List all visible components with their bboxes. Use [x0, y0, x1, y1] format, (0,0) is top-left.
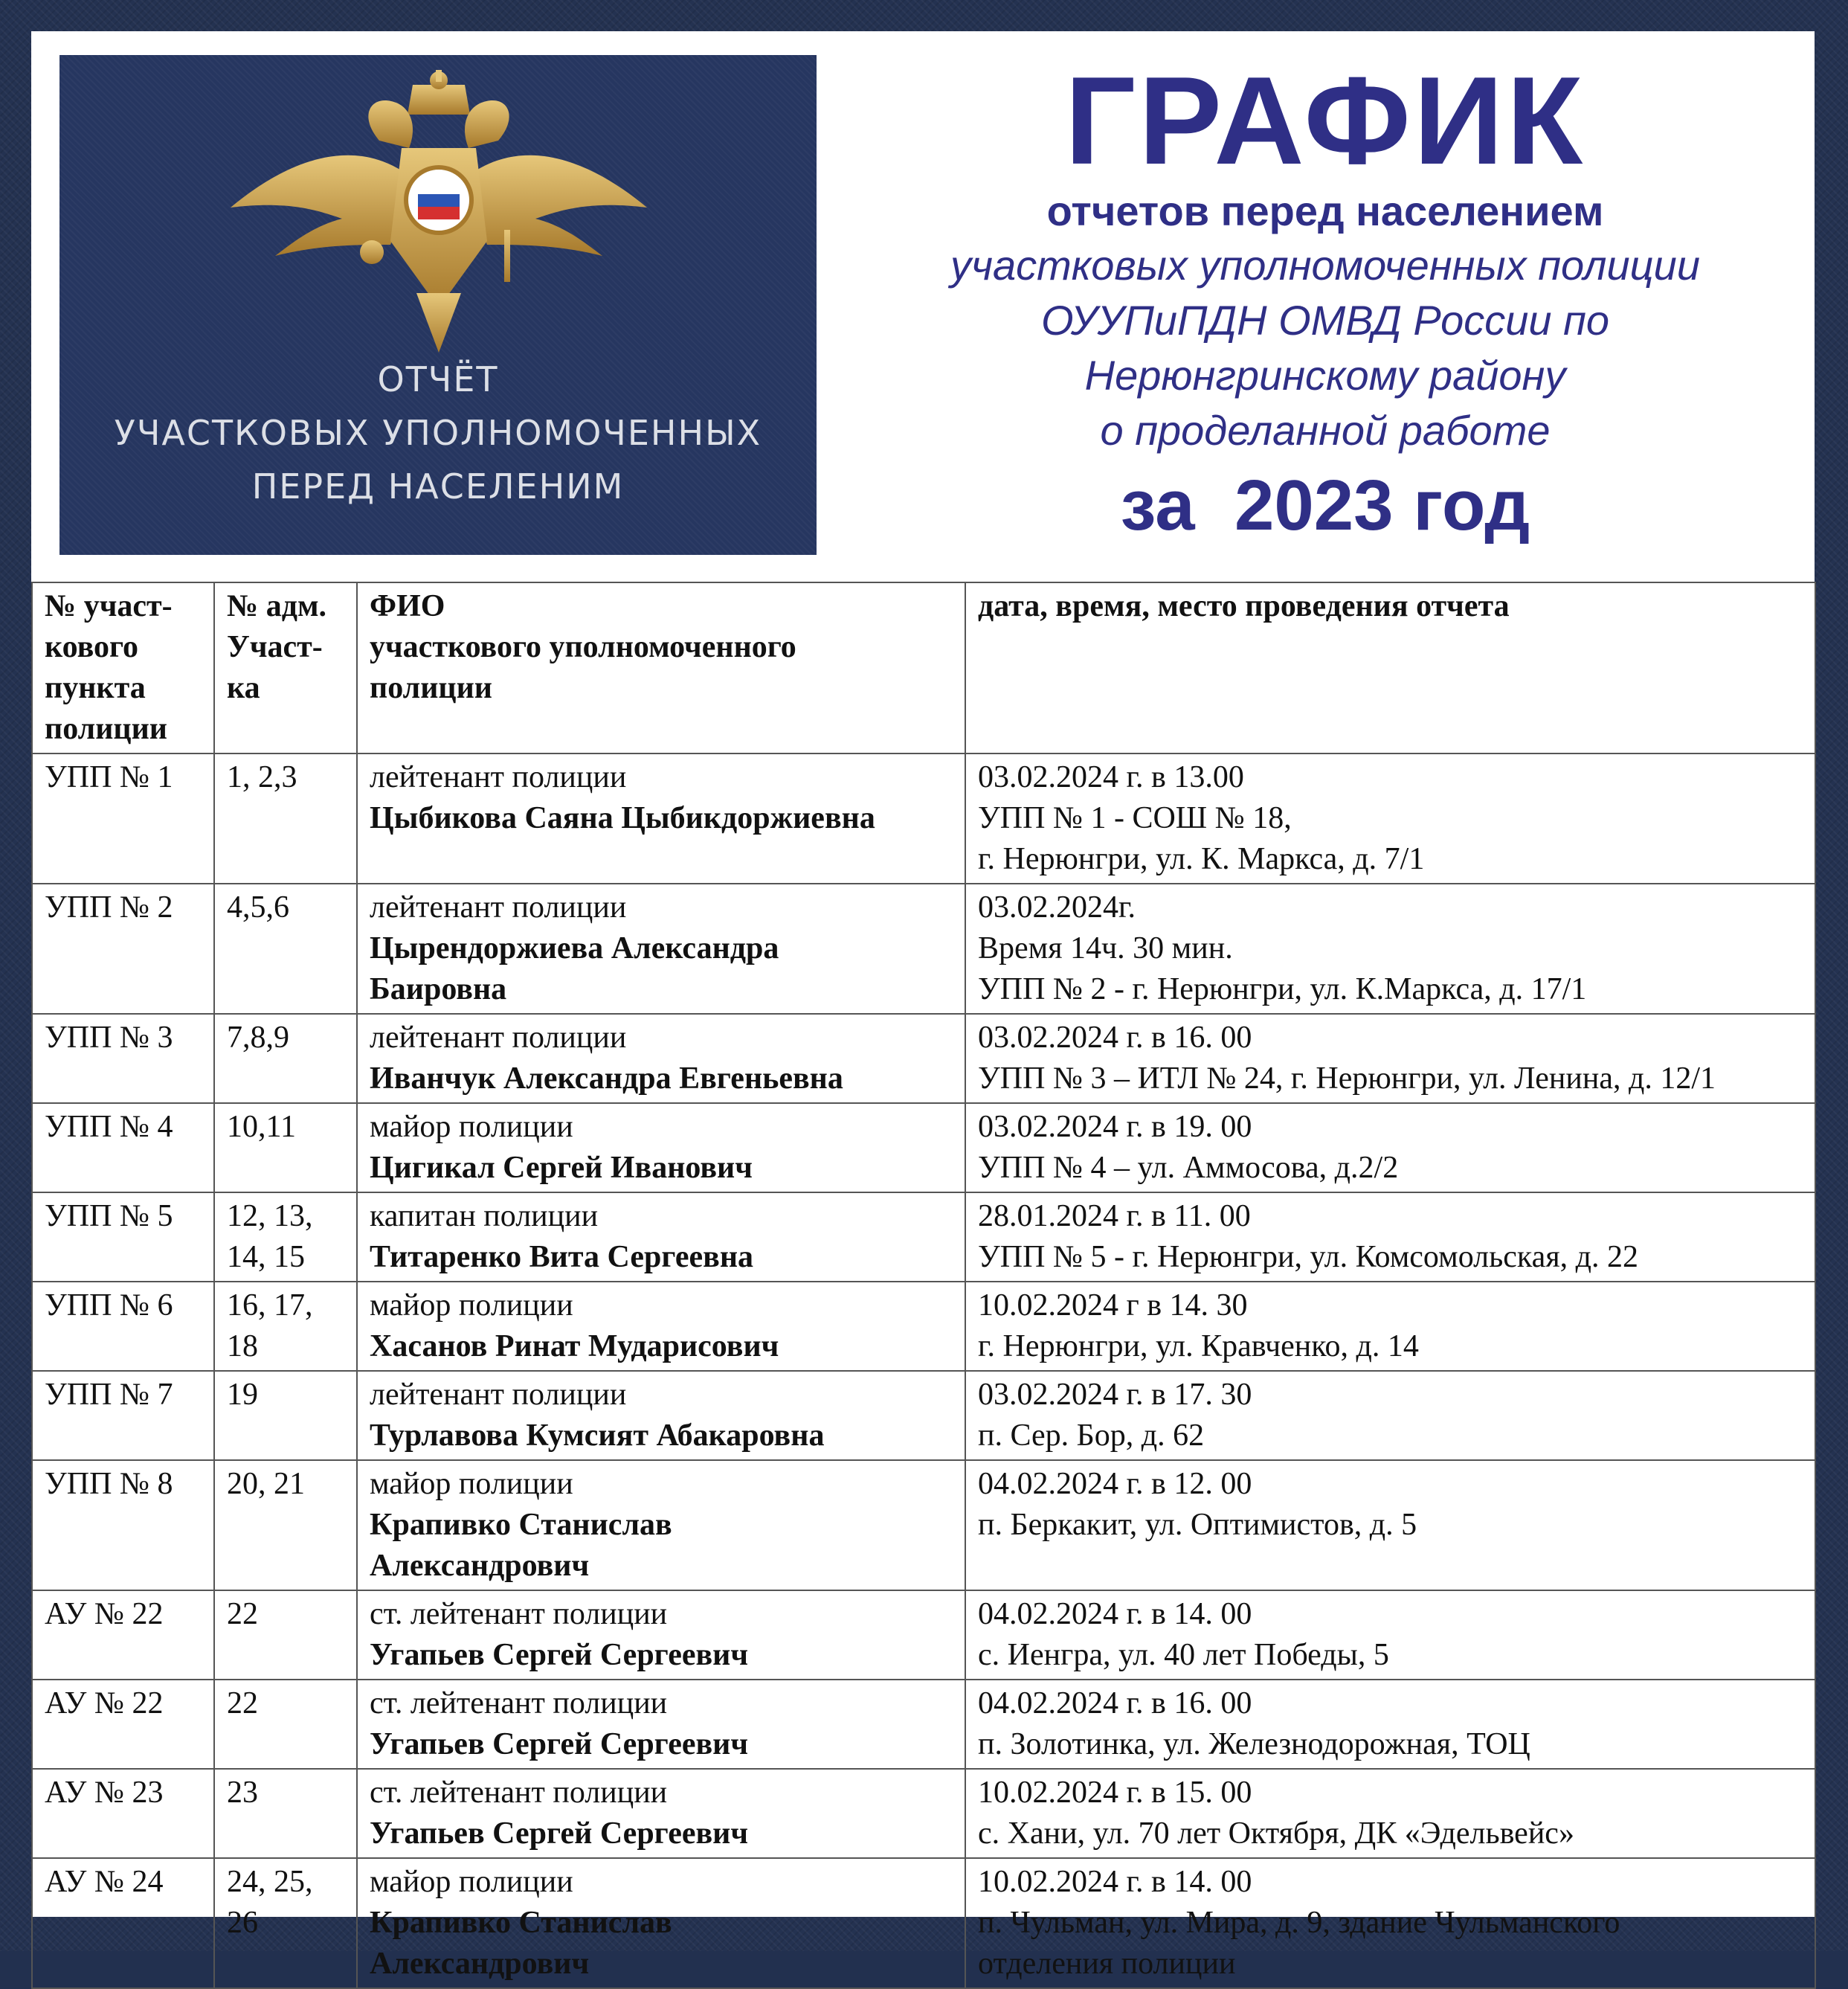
- cell-officer: [357, 1858, 965, 1988]
- officer-name: Угапьев Сергей Сергеевич: [370, 1727, 749, 1761]
- header-line: участкового уполномоченного: [370, 630, 796, 664]
- date-place-line: 04.02.2024 г. в 12. 00: [978, 1467, 1252, 1501]
- date-place-line: 03.02.2024 г. в 13.00: [978, 760, 1244, 794]
- header-line: полиции: [45, 712, 168, 746]
- date-place-line: п. Беркакит, ул. Оптимистов, д. 5: [978, 1508, 1417, 1542]
- table-row: [32, 1680, 1815, 1769]
- adm-line: 7,8,9: [227, 1021, 289, 1055]
- cell-officer: [357, 1769, 965, 1858]
- adm-line: 18: [227, 1329, 258, 1363]
- cell-officer: [357, 1014, 965, 1103]
- cell-adm: [214, 753, 357, 884]
- cell-date-place: [965, 1371, 1815, 1460]
- cell-officer: [357, 753, 965, 884]
- cell-upp: УПП № 7: [32, 1371, 214, 1460]
- header-upp: [32, 582, 214, 753]
- officer-name: Цыбикова Саяна Цыбикдоржиевна: [370, 801, 875, 835]
- table-row: [32, 884, 1815, 1014]
- table-row: [32, 1769, 1815, 1858]
- officer-rank: лейтенант полиции: [370, 890, 627, 925]
- cell-upp: АУ № 22: [32, 1680, 214, 1769]
- officer-name: Турлавова Кумсият Абакаровна: [370, 1418, 825, 1453]
- cell-date-place: [965, 753, 1815, 884]
- date-place-line: п. Сер. Бор, д. 62: [978, 1418, 1205, 1453]
- officer-name: Крапивко Станислав: [370, 1508, 672, 1542]
- officer-name: Александрович: [370, 1947, 590, 1981]
- date-place-line: с. Хани, ул. 70 лет Октября, ДК «Эдельвейс»: [978, 1816, 1574, 1851]
- officer-rank: майор полиции: [370, 1110, 573, 1144]
- date-place-line: г. Нерюнгри, ул. Кравченко, д. 14: [978, 1329, 1419, 1363]
- cell-upp: АУ № 22: [32, 1590, 214, 1680]
- adm-line: 19: [227, 1378, 258, 1412]
- date-place-line: УПП № 3 – ИТЛ № 24, г. Нерюнгри, ул. Ленина, д. 12/1: [978, 1061, 1716, 1096]
- banner-line: УЧАСТКОВЫХ УПОЛНОМОЧЕННЫХ: [114, 413, 762, 453]
- cell-upp: УПП № 6: [32, 1282, 214, 1371]
- officer-rank: ст. лейтенант полиции: [370, 1686, 668, 1720]
- header-line: кового: [45, 630, 139, 664]
- cell-date-place: [965, 1014, 1815, 1103]
- date-place-line: Время 14ч. 30 мин.: [978, 931, 1233, 965]
- schedule-heading: [842, 51, 1809, 550]
- officer-rank: майор полиции: [370, 1288, 573, 1323]
- heading-year: за 2023 год: [1120, 466, 1530, 545]
- date-place-line: УПП № 2 - г. Нерюнгри, ул. К.Маркса, д. 17/1: [978, 972, 1587, 1006]
- adm-line: 1, 2,3: [227, 760, 297, 794]
- officer-name: Хасанов Ринат Мударисович: [370, 1329, 779, 1363]
- header-fio: [357, 582, 965, 753]
- officer-name: Угапьев Сергей Сергеевич: [370, 1816, 749, 1851]
- heading-subtitle: отчетов перед населением: [1046, 187, 1604, 234]
- cell-upp: УПП № 1: [32, 753, 214, 884]
- adm-line: 20, 21: [227, 1467, 305, 1501]
- cell-adm: [214, 1590, 357, 1680]
- cell-officer: [357, 1103, 965, 1192]
- adm-line: 22: [227, 1686, 258, 1720]
- officer-rank: майор полиции: [370, 1865, 573, 1899]
- header-info: [965, 582, 1815, 753]
- cell-date-place: [965, 1680, 1815, 1769]
- officer-name: Александрович: [370, 1549, 590, 1583]
- adm-line: 23: [227, 1776, 258, 1810]
- cell-upp: УПП № 5: [32, 1192, 214, 1282]
- cell-upp: УПП № 8: [32, 1460, 214, 1590]
- cell-date-place: [965, 1282, 1815, 1371]
- heading-line: Нерюнгринскому району: [1084, 352, 1566, 399]
- date-place-line: 03.02.2024г.: [978, 890, 1136, 925]
- cell-upp: УПП № 2: [32, 884, 214, 1014]
- cell-upp: АУ № 23: [32, 1769, 214, 1858]
- officer-rank: ст. лейтенант полиции: [370, 1597, 668, 1631]
- adm-line: 16, 17,: [227, 1288, 313, 1323]
- officer-name: Цырендоржиева Александра: [370, 931, 779, 965]
- date-place-line: УПП № 4 – ул. Аммосова, д.2/2: [978, 1151, 1399, 1185]
- table-row: [32, 1460, 1815, 1590]
- heading-line: участковых уполномоченных полиции: [950, 242, 1700, 289]
- table-row: [32, 1282, 1815, 1371]
- banner-caption: [59, 353, 817, 513]
- date-place-line: 10.02.2024 г. в 15. 00: [978, 1776, 1252, 1810]
- cell-adm: [214, 1103, 357, 1192]
- officer-name: Цигикал Сергей Иванович: [370, 1151, 753, 1185]
- header-adm: [214, 582, 357, 753]
- table-row: [32, 1371, 1815, 1460]
- header-line: № адм.: [227, 589, 327, 623]
- date-place-line: УПП № 1 - СОШ № 18,: [978, 801, 1292, 835]
- cell-adm: [214, 1014, 357, 1103]
- document-sheet: [31, 31, 1815, 1981]
- officer-name: Баировна: [370, 972, 507, 1006]
- cell-date-place: [965, 1460, 1815, 1590]
- cell-adm: [214, 884, 357, 1014]
- banner-line: ОТЧЁТ: [377, 359, 499, 399]
- table-row: [32, 1590, 1815, 1680]
- date-place-line: 03.02.2024 г. в 17. 30: [978, 1378, 1252, 1412]
- cell-officer: [357, 1192, 965, 1282]
- date-place-line: 10.02.2024 г в 14. 30: [978, 1288, 1248, 1323]
- table-body: [32, 753, 1815, 1988]
- cell-date-place: [965, 884, 1815, 1014]
- date-place-line: 04.02.2024 г. в 14. 00: [978, 1597, 1252, 1631]
- table-row: [32, 1192, 1815, 1282]
- schedule-table: [31, 582, 1816, 1989]
- heading-title: ГРАФИК: [1064, 51, 1586, 190]
- report-banner: [59, 55, 817, 555]
- officer-rank: лейтенант полиции: [370, 1378, 627, 1412]
- adm-line: 4,5,6: [227, 890, 289, 925]
- table-row: [32, 753, 1815, 884]
- header-line: Участ-: [227, 630, 323, 664]
- cell-upp: УПП № 4: [32, 1103, 214, 1192]
- cell-date-place: [965, 1192, 1815, 1282]
- cell-officer: [357, 884, 965, 1014]
- date-place-line: 04.02.2024 г. в 16. 00: [978, 1686, 1252, 1720]
- date-place-line: отделения полиции: [978, 1947, 1236, 1981]
- adm-line: 26: [227, 1906, 258, 1940]
- adm-line: 24, 25,: [227, 1865, 313, 1899]
- header-line: ка: [227, 671, 260, 705]
- date-place-line: 28.01.2024 г. в 11. 00: [978, 1199, 1251, 1233]
- cell-adm: [214, 1282, 357, 1371]
- header-line: № участ-: [45, 589, 173, 623]
- table-row: [32, 1014, 1815, 1103]
- cell-date-place: [965, 1769, 1815, 1858]
- adm-line: 22: [227, 1597, 258, 1631]
- double-headed-eagle-emblem-icon: [231, 70, 647, 353]
- adm-line: 12, 13,: [227, 1199, 313, 1233]
- officer-name: Угапьев Сергей Сергеевич: [370, 1638, 749, 1672]
- date-place-line: г. Нерюнгри, ул. К. Маркса, д. 7/1: [978, 842, 1425, 876]
- officer-rank: ст. лейтенант полиции: [370, 1776, 668, 1810]
- cell-upp: УПП № 3: [32, 1014, 214, 1103]
- table-row: [32, 1103, 1815, 1192]
- heading-line: ОУУПиПДН ОМВД России по: [1040, 297, 1610, 344]
- cell-adm: [214, 1371, 357, 1460]
- header-line: пункта: [45, 671, 146, 705]
- date-place-line: 03.02.2024 г. в 19. 00: [978, 1110, 1252, 1144]
- cell-date-place: [965, 1590, 1815, 1680]
- officer-rank: майор полиции: [370, 1467, 573, 1501]
- cell-adm: [214, 1192, 357, 1282]
- banner-line: ПЕРЕД НАСЕЛЕНИМ: [251, 466, 625, 507]
- cell-adm: [214, 1460, 357, 1590]
- heading-line: о проделанной работе: [1100, 407, 1551, 454]
- cell-adm: [214, 1680, 357, 1769]
- header-line: полиции: [370, 671, 493, 705]
- adm-line: 10,11: [227, 1110, 296, 1144]
- cell-officer: [357, 1590, 965, 1680]
- cell-date-place: [965, 1858, 1815, 1988]
- officer-rank: лейтенант полиции: [370, 760, 627, 794]
- adm-line: 14, 15: [227, 1240, 305, 1274]
- officer-name: Иванчук Александра Евгеньевна: [370, 1061, 843, 1096]
- table-row: [32, 1858, 1815, 1988]
- officer-name: Крапивко Станислав: [370, 1906, 672, 1940]
- date-place-line: 03.02.2024 г. в 16. 00: [978, 1021, 1252, 1055]
- header-line: ФИО: [370, 589, 445, 623]
- officer-name: Титаренко Вита Сергеевна: [370, 1240, 754, 1274]
- cell-officer: [357, 1460, 965, 1590]
- date-place-line: 10.02.2024 г. в 14. 00: [978, 1865, 1252, 1899]
- date-place-line: с. Иенгра, ул. 40 лет Победы, 5: [978, 1638, 1389, 1672]
- date-place-line: п. Чульман, ул. Мира, д. 9, здание Чульманского: [978, 1906, 1620, 1940]
- cell-upp: АУ № 24: [32, 1858, 214, 1988]
- cell-adm: [214, 1858, 357, 1988]
- cell-date-place: [965, 1103, 1815, 1192]
- cell-adm: [214, 1769, 357, 1858]
- header-line: дата, время, место проведения отчета: [978, 589, 1510, 623]
- officer-rank: капитан полиции: [370, 1199, 599, 1233]
- date-place-line: УПП № 5 - г. Нерюнгри, ул. Комсомольская, д. 22: [978, 1240, 1639, 1274]
- date-place-line: п. Золотинка, ул. Железнодорожная, ТОЦ: [978, 1727, 1530, 1761]
- cell-officer: [357, 1371, 965, 1460]
- cell-officer: [357, 1282, 965, 1371]
- table-header-row: [32, 582, 1815, 753]
- cell-officer: [357, 1680, 965, 1769]
- officer-rank: лейтенант полиции: [370, 1021, 627, 1055]
